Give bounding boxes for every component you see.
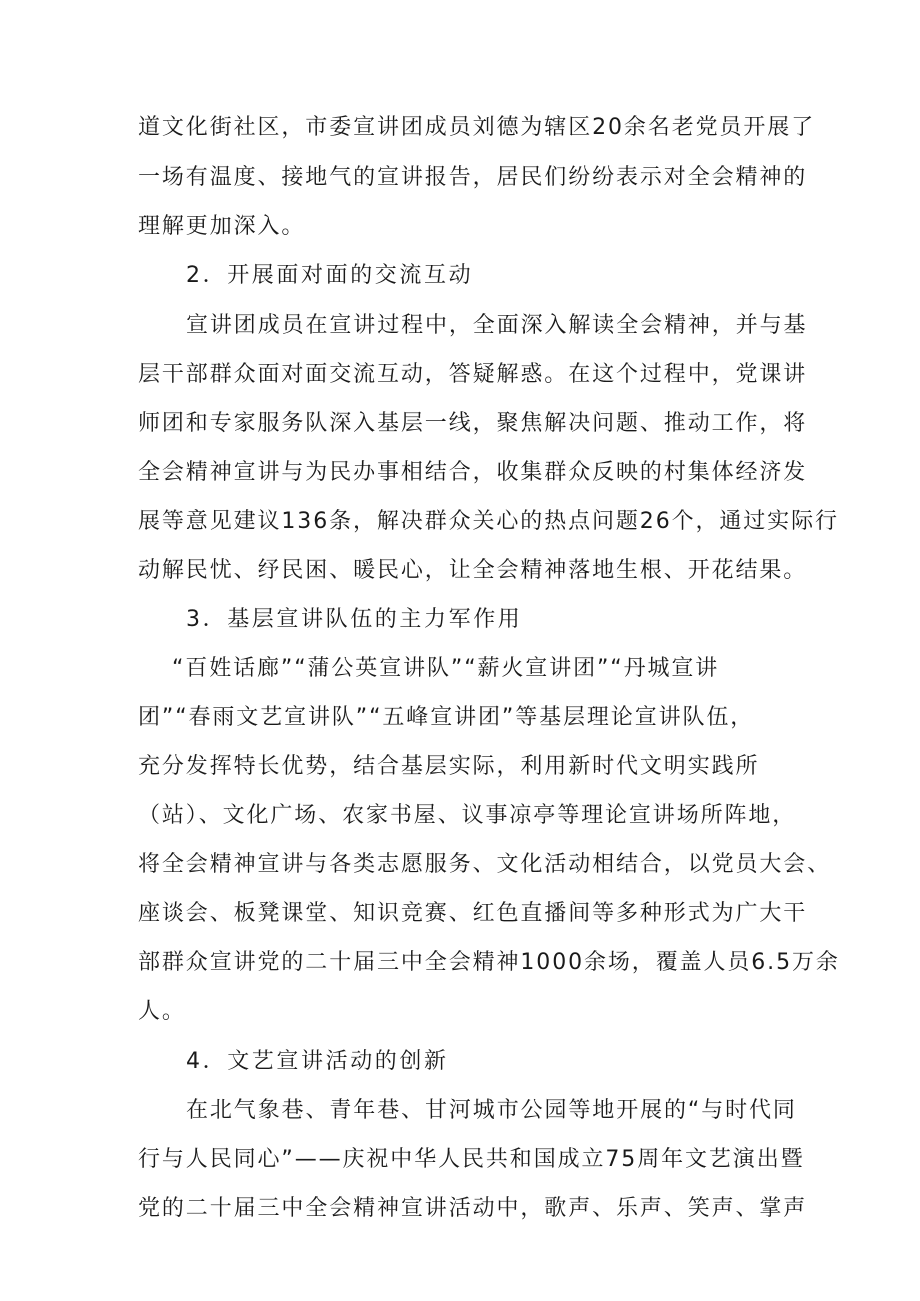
body-text-line: 理解更加深入。 — [138, 214, 306, 239]
section-heading: 3．基层宣讲队伍的主力军作用 — [186, 607, 523, 632]
body-text-line: 展等意见建议136条，解决群众关心的热点问题26个，通过实际行 — [138, 509, 839, 534]
body-text-line: 一场有温度、接地气的宣讲报告，居民们纷纷表示对全会精神的 — [138, 165, 808, 190]
body-text-line: 全会精神宣讲与为民办事相结合，收集群众反映的村集体经济发 — [138, 460, 808, 485]
body-text-line: （站）、文化广场、农家书屋、议事凉亭等理论宣讲场所阵地， — [138, 803, 797, 828]
body-text-line: 师团和专家服务队深入基层一线，聚焦解决问题、推动工作，将 — [138, 411, 808, 436]
body-text-line: 党的二十届三中全会精神宣讲活动中，歌声、乐声、笑声、掌声 — [138, 1196, 808, 1221]
body-text-line: 动解民忧、纾民困、暖民心，让全会精神落地生根、开花结果。 — [138, 558, 808, 583]
body-text-line: 宣讲团成员在宣讲过程中，全面深入解读全会精神，并与基 — [186, 313, 808, 338]
body-text-line: 行与人民同心”——庆祝中华人民共和国成立75周年文艺演出暨 — [138, 1147, 805, 1172]
body-text-line: 在北气象巷、青年巷、甘河城市公园等地开展的“与时代同 — [186, 1098, 797, 1123]
body-text-line: 层干部群众面对面交流互动，答疑解惑。在这个过程中，党课讲 — [138, 362, 808, 387]
body-text-line: 人。 — [138, 999, 186, 1024]
body-text-line: 团”“春雨文艺宣讲队”“五峰宣讲团”等基层理论宣讲队伍， — [138, 705, 755, 730]
section-heading: 2．开展面对面的交流互动 — [186, 263, 474, 288]
body-text-line: 充分发挥特长优势，结合基层实际，利用新时代文明实践所 — [138, 754, 760, 779]
body-text-line: 部群众宣讲党的二十届三中全会精神1000余场，覆盖人员6.5万余 — [138, 950, 840, 975]
body-text-line: 将全会精神宣讲与各类志愿服务、文化活动相结合，以党员大会、 — [138, 852, 832, 877]
section-heading: 4．文艺宣讲活动的创新 — [186, 1049, 449, 1074]
body-text-line: 道文化街社区，市委宣讲团成员刘德为辖区20余名老党员开展了 — [138, 115, 816, 140]
body-text-line: “百姓话廊”“蒲公英宣讲队”“薪火宣讲团”“丹城宣讲 — [172, 656, 720, 681]
body-text-line: 座谈会、板凳课堂、知识竞赛、红色直播间等多种形式为广大干 — [138, 901, 808, 926]
